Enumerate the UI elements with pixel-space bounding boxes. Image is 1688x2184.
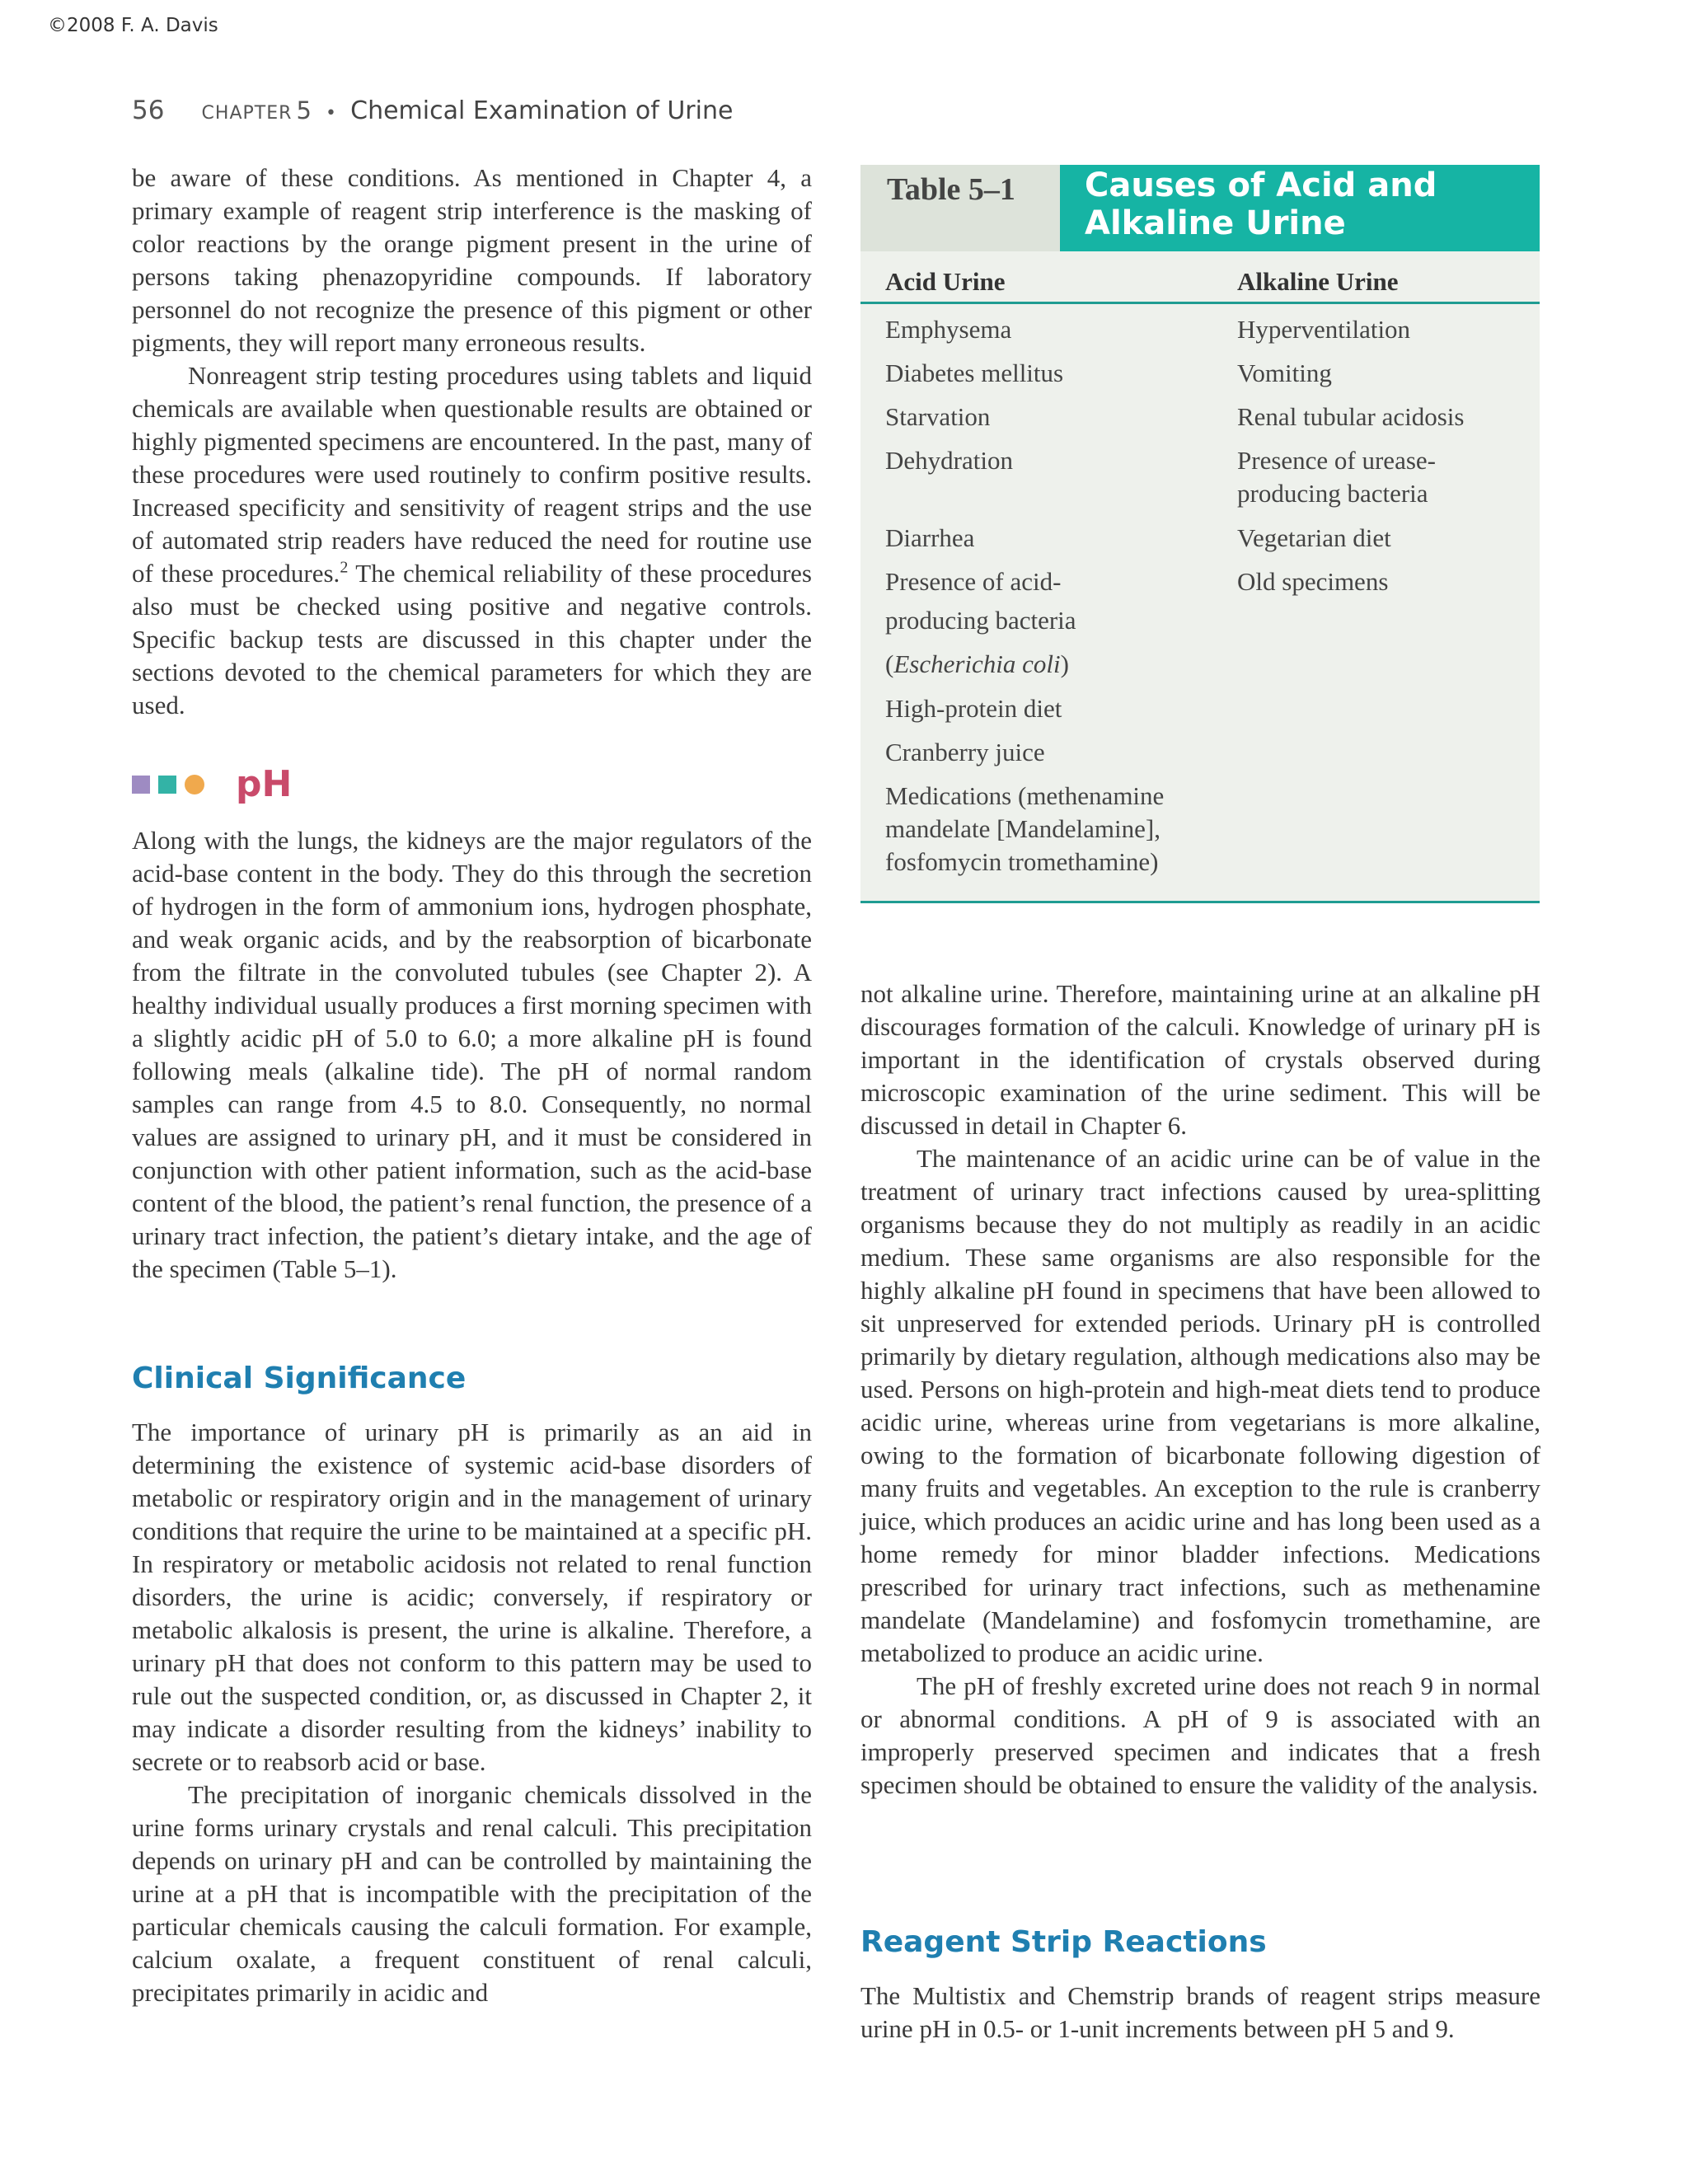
table-cell-acid: Starvation [885, 402, 991, 431]
ph-section-body [132, 824, 812, 1286]
orange-circle-icon [185, 775, 204, 794]
table-cell-acid: High-protein diet [885, 694, 1062, 723]
table-causes-acid-alkaline-urine [860, 165, 1540, 903]
table-cell-alkaline: Hyperventilation [1237, 315, 1411, 344]
clinical-significance-heading: Clinical Significance [132, 1361, 467, 1395]
table-title-banner [1060, 165, 1540, 251]
table-bottom-divider [860, 901, 1540, 903]
paragraph-text: The chemical reliability of these procedures also must be checked using positive and negative controls. Specific backup tests are discussed in this chapter under the sections devoted to the chemical parameters for which they are used. [132, 559, 812, 719]
paragraph: The pH of freshly excreted urine does not reach 9 in normal or abnormal conditions. A pH of 9 is associated with an improperly preserved specimen and indicates that a fresh specimen should be obtained to ensure the validity of the analysis. [860, 1671, 1540, 1799]
paragraph: The precipitation of inorganic chemicals dissolved in the urine forms urinary crystals and renal calculi. This precipitation depends on urinary pH and can be controlled by maintaining the urine at a pH that is incompatible with the precipitation of the particular chemicals causing the calculi formation. For example, calcium oxalate, a frequent constituent of renal calculi, precipitates primarily in acidic and [132, 1780, 812, 2007]
column-header-alkaline: Alkaline Urine [1237, 267, 1399, 296]
table-label: Table 5–1 [887, 172, 1015, 207]
table-cell-acid: Cranberry juice [885, 738, 1045, 766]
paren: ( [885, 649, 894, 678]
section-title: pH [236, 763, 293, 805]
table-cell-acid: Emphysema [885, 315, 1012, 344]
separator-bullet: • [326, 103, 337, 124]
right-column-body [860, 977, 1540, 1802]
table-cell-alkaline: Old specimens [1237, 567, 1389, 596]
copyright-notice: ©2008 F. A. Davis [48, 15, 218, 36]
chapter-title: Chemical Examination of Urine [350, 96, 734, 125]
running-head [132, 96, 733, 125]
teal-square-icon [158, 776, 176, 794]
paragraph: The maintenance of an acidic urine can be of value in the treatment of urinary tract infections caused by urea-splitting organisms because they do not multiply as readily in an acidic medium. These same organisms are also responsible for the highly alkaline pH found in specimens that have been allowed to sit unpreserved for extended periods. Urinary pH is controlled primarily by dietary regulation, although medications also may be used. Persons on high-protein and high-meat diets tend to produce acidic urine, whereas urine from vegetarians is more alkaline, owing to the formation of bicarbonate following digestion of many fruits and vegetables. An exception to the rule is cranberry juice, which produces an acidic urine and has long been used as a home remedy for minor bladder infections. Medications prescribed for urinary tract infections, such as methenamine mandelate (Mandelamine) and fosfomycin tromethamine, are metabolized to produce an acidic urine. [860, 1144, 1540, 1667]
table-cell-acid: producing bacteria [885, 606, 1076, 635]
left-column-intro [132, 162, 812, 722]
paren: ) [1060, 649, 1069, 678]
paragraph: The importance of urinary pH is primarily as an aid in determining the existence of systemic acid-base disorders of metabolic or respiratory origin and in the management of urinary conditions that require the urine to be maintained at a specific pH. In respiratory or metabolic acidosis not related to renal function disorders, the urine is acidic; conversely, if respiratory or metabolic alkalosis is present, the urine is alkaline. Therefore, a urinary pH that does not conform to this pattern may be used to rule out the suspected condition, or, as discussed in Chapter 2, it may indicate a disorder resulting from the kidneys’ inability to secrete or to reabsorb acid or base. [132, 1418, 812, 1776]
ph-section-heading [132, 763, 292, 805]
purple-square-icon [132, 776, 150, 794]
paragraph: The Multistix and Chemstrip brands of reagent strips measure urine pH in 0.5- or 1-unit increments between pH 5 and 9. [860, 1981, 1540, 2043]
table-cell-acid [885, 648, 1223, 681]
table-cell-acid: Diarrhea [885, 523, 975, 552]
paragraph: not alkaline urine. Therefore, maintaining urine at an alkaline pH discourages formation of the calculi. Knowledge of urinary pH is important in the identification of crystals observed during microscopic examination of the urine sediment. This will be discussed in detail in Chapter 6. [860, 979, 1540, 1140]
citation: 2 [340, 558, 349, 577]
table-cell-acid: Presence of acid- [885, 567, 1062, 596]
paragraph: be aware of these conditions. As mentioned in Chapter 4, a primary example of reagent strip interference is the masking of color reactions by the orange pigment present in the urine of persons taking phenazopyridine compounds. If laboratory personnel do not recognize the presence of this pigment or other pigments, they will report many erroneous results. [132, 163, 812, 357]
table-title: Causes of Acid and Alkaline Urine [1085, 166, 1437, 242]
table-cell-acid: Medications (methenamine mandelate [Mandelamine], fosfomycin tromethamine) [885, 781, 1165, 876]
clinical-significance-body [132, 1416, 812, 2009]
table-cell-alkaline: Vegetarian diet [1237, 523, 1391, 552]
reagent-strip-reactions-heading: Reagent Strip Reactions [860, 1925, 1267, 1959]
paragraph [132, 359, 812, 722]
table-cell-alkaline: Renal tubular acidosis [1237, 402, 1465, 431]
organism-name: Escherichia coli [893, 649, 1061, 678]
chapter-label: CHAPTER [201, 103, 293, 124]
header-divider [860, 302, 1540, 304]
table-cell-acid: Diabetes mellitus [885, 359, 1064, 387]
paragraph: Along with the lungs, the kidneys are the major regulators of the acid-base content in the body. They do this through the secretion of hydrogen in the form of ammonium ions, hydrogen phosphate, and weak organic acids, and by the reabsorption of bicarbonate from the filtrate in the convoluted tubules (see Chapter 2). A healthy individual usually produces a first morning specimen with a slightly acidic pH of 5.0 to 6.0; a more alkaline pH is found following meals (alkaline tide). The pH of normal random samples can range from 4.5 to 8.0. Consequently, no normal values are assigned to urinary pH, and it must be considered in conjunction with other patient information, such as the acid-base content of the blood, the patient’s renal function, the presence of a urinary tract infection, the patient’s dietary intake, and the age of the specimen (Table 5–1). [132, 826, 812, 1283]
table-cell-acid: Dehydration [885, 446, 1013, 475]
page-number: 56 [132, 96, 165, 125]
column-header-acid: Acid Urine [885, 267, 1006, 296]
reagent-section-body [860, 1980, 1540, 2046]
table-cell-alkaline: Presence of urease-producing bacteria [1237, 446, 1436, 508]
chapter-number: 5 [296, 96, 312, 124]
table-cell-alkaline: Vomiting [1237, 359, 1332, 387]
paragraph-text: Nonreagent strip testing procedures using tablets and liquid chemicals are available when questionable results are obtained or highly pigmented specimens are encountered. In the past, many of these procedures were used routinely to confirm positive results. Increased specificity and sensitivity of reagent strips and the use of automated strip readers have reduced the need for routine use of these procedures. [132, 361, 812, 588]
